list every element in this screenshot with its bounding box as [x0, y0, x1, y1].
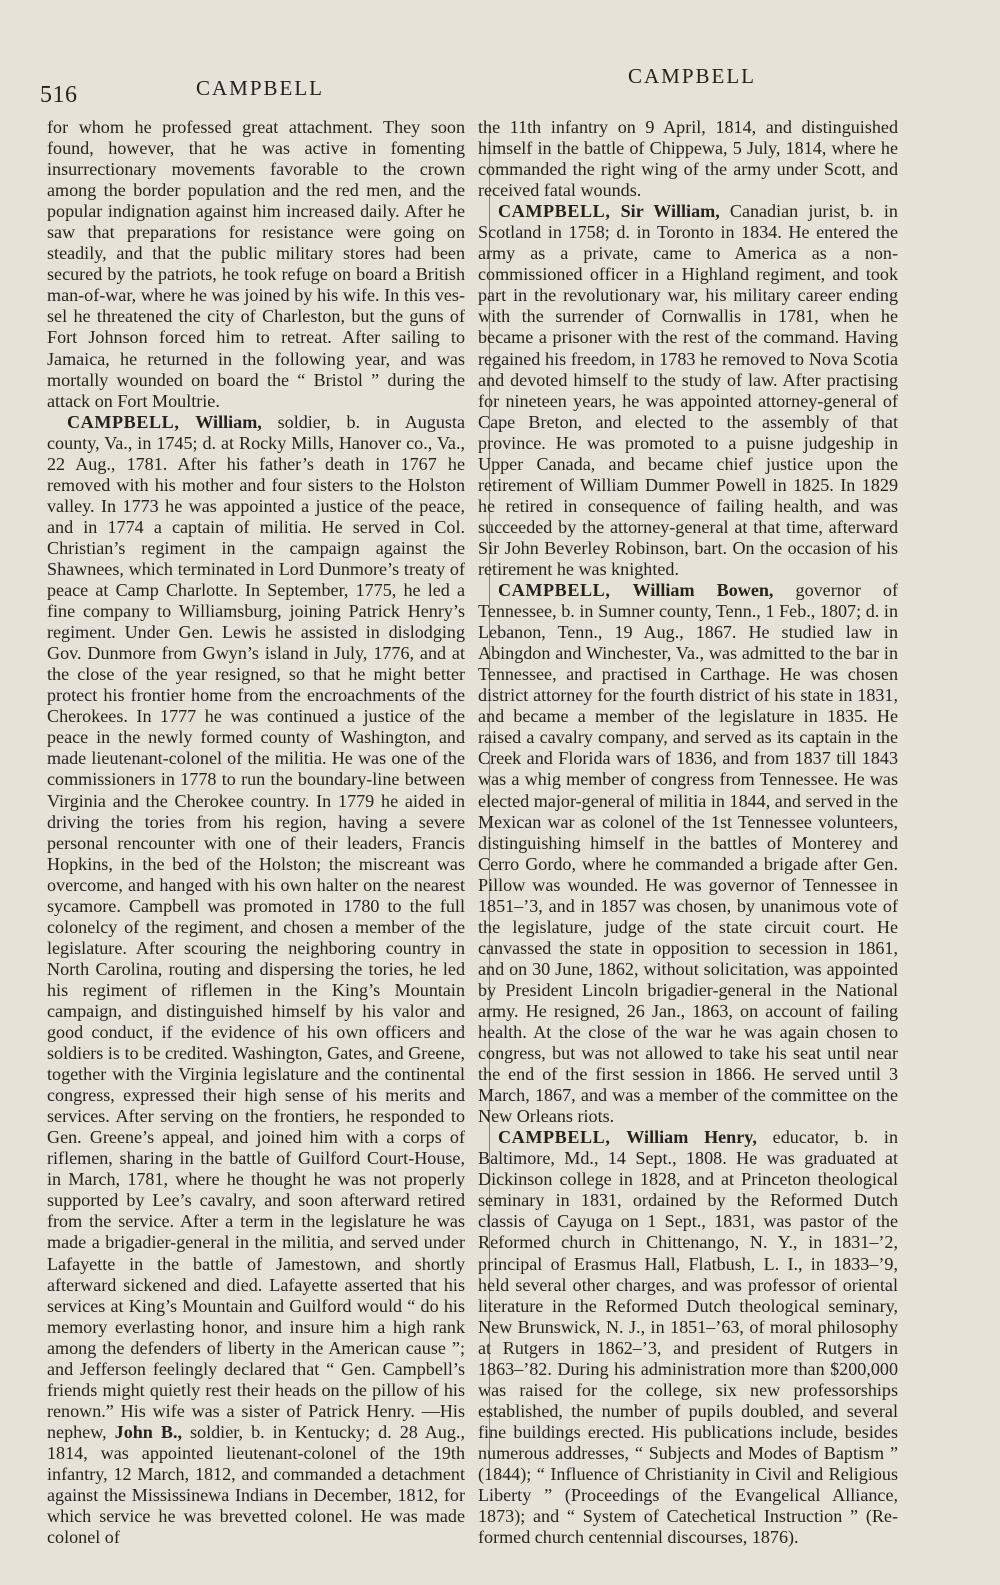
page-number: 516: [40, 82, 78, 108]
entry-headword: CAMPBELL,: [67, 411, 180, 432]
entry-body-continued: soldier, b. in Kentucky; d. 28 Aug., 1814, was appointed lieutenant-colonel of the 19th infantry, 12 March, 1812, and commanded a detachment against the Mississinewa Indians in December, 1812, for which service he was brevetted colonel. He was made colonel of: [47, 1421, 466, 1548]
left-column: [47, 117, 465, 1548]
running-head-left: CAMPBELL: [196, 76, 325, 100]
entry-body: soldier, b. in Augusta county, Va., in 1745; d. at Rocky Mills, Hanover co., Va., 22 Aug., 1781. After his father’s death in 1767 he removed with his mother and four sisters to the Holston valley. In 1773 he was appointed a justice of the peace, and in 1774 a captain of militia. He served in Col. Christian’s regiment in the campaign against the Shawnees, which terminated in Lord Dunmore’s treaty of peace at Camp Charlotte. In September, 1775, he led a fine company to Williamsburg, joining Patrick Henry’s regiment. Under Gen. Lewis he assisted in dislodging Gov. Dunmore from Gwyn’s island in July, 1776, and at the close of the year resigned, so that he might better protect his frontier home from the encroachments of the Cherokees. In 1777 he was continued a justice of the peace in the newly formed county of Washington, and made lieutenant-colonel of the militia. He was one of the commissioners in 1778 to run the boundary-line between Virginia and the Cherokee country. In 1779 he aided in driving the tories from his region, having a severe personal rencounter with one of their leaders, Francis Hopkins, in the bed of the Holston; the miscreant was overcome, and hanged with his own halter on the nearest sycamore. Campbell was promoted in 1780 to the full colonelcy of the regiment, and chosen a member of the legislature. After scouring the neighboring country in North Carolina, routing and dispersing the tories, he led his regiment of riflemen in the King’s Mountain campaign, and distinguished himself by his valor and good conduct, if the evidence of his own officers and soldiers is to be credited. Washington, Gates, and Greene, together with the Virginia legislature and the continental congress, expressed their high sense of his merits and services. After serving on the frontiers, he responded to Gen. Greene’s appeal, and joined him with a corps of riflemen, sharing in the battle of Guilford Court-House, in March, 1781, where he thought he was not properly supported by Lee’s cavalry, and soon afterward retired from the service. After a term in the legislature he was made a brigadier-general in the militia, and served under Lafayette in the battle of Jamestown, and shortly afterward sickened and died. Lafayette asserted that his services at King’s Mountain and Guilford would “ do his memory everlasting honor, and insure him a high rank among the defenders of liberty in the American cause ”; and Jefferson feelingly declared that “ Gen. Campbell’s friends might quietly rest their heads on the pillow of his renown.” His wife was a sister of Patrick Henry. —His nephew,: [47, 411, 466, 1442]
entry-name: William Henry,: [626, 1127, 757, 1148]
entry-headword: CAMPBELL,: [498, 580, 611, 601]
entry-body: Canadian jurist, b. in Scotland in 1758; d. in Toronto in 1834. He entered the army as a private, came to America as a non-commissioned officer in a Highland regiment, and took part in the revolutionary war, his military career ending with the surrender of Cornwallis in 1781, when he became a prisoner with the rest of the command. Having regained his freedom, in 1783 he removed to Nova Scotia and devoted himself to the study of law. After practising for nineteen years, he was appointed attorney-general of Cape Breton, and elected to the assembly of that province. He was promoted to a puisne judgeship in Upper Canada, and became chief justice upon the retirement of William Dummer Powell in 1825. In 1829 he retired in consequence of failing health, and was succeeded by the attorney-general at that time, afterward Sir John Beverley Robinson, bart. On the occasion of his retirement he was knighted.: [478, 201, 898, 579]
entry-headword: CAMPBELL,: [498, 1127, 611, 1148]
entry-sir-william-campbell: [478, 201, 898, 580]
entry-body: governor of Tennessee, b. in Sumner county, Tenn., 1 Feb., 1807; d. in Lebanon, Tenn., 19 Aug., 1867. He studied law in Abingdon and Winchester, Va., was admitted to the bar in Tennessee, and practised in Carthage. He was chosen district attorney for the fourth district of his state in 1831, and became a member of the legislature in 1835. He raised a cavalry company, and served as its captain in the Creek and Florida wars of 1836, and from 1837 till 1843 was a whig member of congress from Tennessee. He was elected major-general of militia in 1844, and served in the Mexican war as colonel of the 1st Tennessee volunteers, distinguishing himself in the battles of Monterey and Cerro Gordo, where he commanded a brigade after Gen. Pillow was wounded. He was governor of Tennessee in 1851–’3, and in 1857 was chosen, by unanimous vote of the legislature, judge of the state circuit court. He canvassed the state in opposition to secession in 1861, and on 30 June, 1862, without solicitation, was appointed by President Lincoln brigadier-general in the National army. He resigned, 26 Jan., 1863, on account of failing health. At the close of the war he was again chosen to congress, but was not allowed to take his seat until near the end of the first session in 1866. He served until 3 March, 1867, and was a member of the committee on the New Orleans riots.: [478, 580, 899, 1127]
continued-entry-text: the 11th infantry on 9 April, 1814, and distinguished himself in the battle of Chippewa, 5 July, 1814, where he commanded the right wing of the army under Scott, and received fatal wounds.: [478, 117, 898, 201]
continued-entry-text: for whom he professed great attachment. They soon found, however, that he was active in fomenting insurrectionary movements favorable to the crown among the border population and the red men, and the popular indignation against him increased daily. After he saw that preparations for resistance were going on steadily, and that the public military stores had been secured by the patriots, he took refuge on board a British man-of-war, where he was joined by his wife. In this vessel he threatened the city of Charleston, but the guns of Fort Johnson forced him to retreat. After sailing to Jamaica, he returned in the following year, and was mortally wounded on board the “ Bristol ” during the attack on Fort Moultrie.: [47, 117, 465, 411]
entry-name: Sir William,: [620, 201, 720, 222]
entry-william-henry-campbell: [478, 1127, 898, 1548]
entry-name: William,: [195, 411, 262, 432]
entry-william-bowen-campbell: [478, 580, 898, 1127]
entry-william-campbell: [47, 412, 465, 1549]
running-head-right: CAMPBELL: [628, 64, 757, 88]
nephew-name: John B.,: [114, 1421, 182, 1442]
entry-body: educator, b. in Baltimore, Md., 14 Sept., 1808. He was graduated at Dickinson college in 1828, and at Princeton theological seminary in 1831, ordained by the Reformed Dutch classis of Cayuga on 1 Sept., 1831, was pastor of the Reformed church in Chittenango, N. Y., in 1831–’2, principal of Erasmus Hall, Flatbush, L. I., in 1833–’9, held several other charges, and was professor of oriental literature in the Reformed Dutch theological seminary, New Brunswick, N. J., in 1851–’63, of moral philosophy at Rutgers in 1862–’3, and president of Rutgers in 1863–’82. During his administration more than $200,000 was raised for the college, six new professorships established, the number of pupils doubled, and several fine buildings erected. His publications include, besides numerous addresses, “ Subjects and Modes of Baptism ” (1844); “ Influence of Christianity in Civil and Religious Liberty ” (Proceedings of the Evangelical Alliance, 1873); and “ System of Catechetical Instruction ” (Reformed church centennial discourses, 1876).: [478, 1127, 898, 1548]
entry-headword: CAMPBELL,: [498, 201, 611, 222]
entry-name: William Bowen,: [632, 580, 774, 601]
right-column: [478, 117, 898, 1548]
